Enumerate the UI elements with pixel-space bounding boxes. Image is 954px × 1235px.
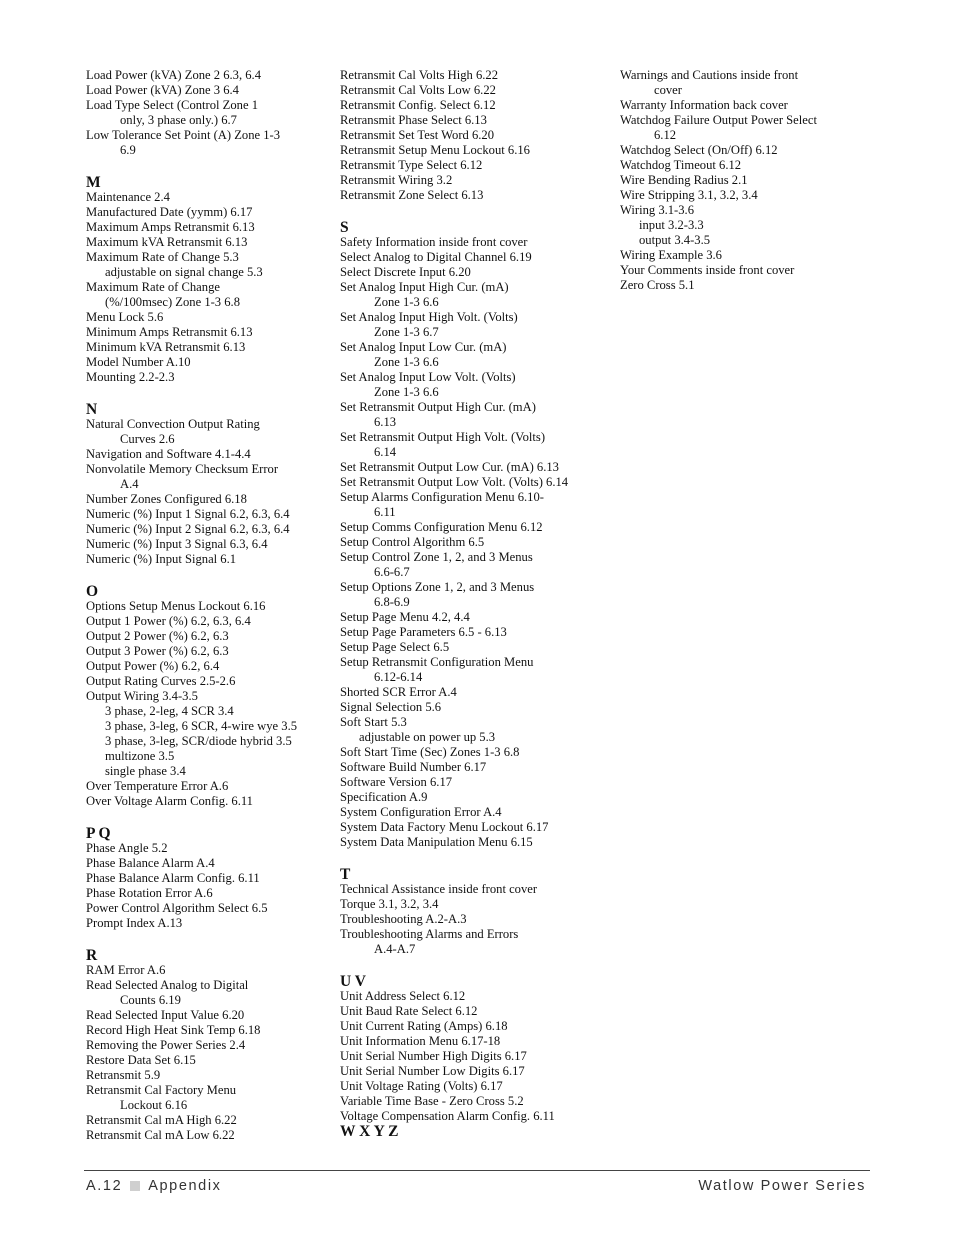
footer-divider [84,1170,870,1171]
index-entry: Select Analog to Digital Channel 6.19 [340,250,532,264]
index-entry: Nonvolatile Memory Checksum Error [86,462,279,476]
index-entry: Load Power (kVA) Zone 3 6.4 [86,83,239,97]
index-entry: Warnings and Cautions inside front [620,68,799,82]
index-entry: Unit Address Select 6.12 [340,989,466,1003]
index-entry: Output 2 Power (%) 6.2, 6.3 [86,629,229,643]
index-entry: Watchdog Failure Output Power Select [620,113,817,127]
index-entry: Your Comments inside front cover [620,263,795,277]
index-entry: Numeric (%) Input 3 Signal 6.3, 6.4 [86,537,268,551]
index-entry: Set Retransmit Output High Cur. (mA) [340,400,536,414]
index-entry: Software Version 6.17 [340,775,453,789]
index-entry: Shorted SCR Error A.4 [340,685,457,699]
index-entry: Counts 6.19 [120,993,181,1007]
section-gap [340,203,610,220]
index-entry: RAM Error A.6 [86,963,166,977]
index-entry: 6.12-6.14 [374,670,423,684]
index-entry: Zero Cross 5.1 [620,278,695,292]
index-entry: Output Wiring 3.4-3.5 [86,689,198,703]
index-entry: Set Analog Input Low Cur. (mA) [340,340,507,354]
index-letter-heading: O [86,583,99,600]
index-entry: Retransmit Cal Volts High 6.22 [340,68,499,82]
index-entry: Select Discrete Input 6.20 [340,265,471,279]
index-entry: Set Retransmit Output High Volt. (Volts) [340,430,546,444]
index-entry: 6.11 [374,505,396,519]
square-bullet-icon [130,1181,140,1191]
index-entry: Technical Assistance inside front cover [340,882,538,896]
index-entry: 3 phase, 2-leg, 4 SCR 3.4 [105,704,234,718]
index-entry: Warranty Information back cover [620,98,788,112]
index-entry: Numeric (%) Input Signal 6.1 [86,552,237,566]
index-entry: Zone 1-3 6.6 [374,385,439,399]
index-entry: multizone 3.5 [105,749,175,763]
index-entry: Record High Heat Sink Temp 6.18 [86,1023,261,1037]
index-entry: Set Analog Input Low Volt. (Volts) [340,370,516,384]
index-entry: Setup Page Menu 4.2, 4.4 [340,610,470,624]
index-entry: Numeric (%) Input 1 Signal 6.2, 6.3, 6.4 [86,507,290,521]
index-entry: Power Control Algorithm Select 6.5 [86,901,268,915]
index-entry: Low Tolerance Set Point (A) Zone 1-3 [86,128,281,142]
footer-page-number: A.12 [86,1178,123,1194]
index-entry: Phase Angle 5.2 [86,841,168,855]
index-entry: A.4-A.7 [374,942,416,956]
index-entry: Minimum Amps Retransmit 6.13 [86,325,253,339]
index-letter-heading: P Q [86,825,111,842]
index-entry: Curves 2.6 [120,432,175,446]
footer-title: Watlow Power Series [698,1178,866,1194]
index-entry: Signal Selection 5.6 [340,700,442,714]
index-entry: Retransmit Cal mA Low 6.22 [86,1128,235,1142]
index-entry: Read Selected Input Value 6.20 [86,1008,245,1022]
index-entry: Unit Information Menu 6.17-18 [340,1034,501,1048]
index-entry: Maximum kVA Retransmit 6.13 [86,235,248,249]
index-entry: Wire Bending Radius 2.1 [620,173,748,187]
index-entry: Unit Voltage Rating (Volts) 6.17 [340,1079,503,1093]
section-gap [86,385,326,402]
index-entry: Set Analog Input High Cur. (mA) [340,280,509,294]
index-entry: Mounting 2.2-2.3 [86,370,175,384]
index-entry: Soft Start 5.3 [340,715,407,729]
index-entry: Zone 1-3 6.7 [374,325,439,339]
index-entry: Maximum Amps Retransmit 6.13 [86,220,255,234]
index-entry: Watchdog Select (On/Off) 6.12 [620,143,778,157]
index-entry: Retransmit Phase Select 6.13 [340,113,487,127]
index-entry: Unit Serial Number Low Digits 6.17 [340,1064,525,1078]
index-entry: Read Selected Analog to Digital [86,978,249,992]
index-entry: Minimum kVA Retransmit 6.13 [86,340,246,354]
index-entry: Maximum Rate of Change [86,280,220,294]
index-entry: 3 phase, 3-leg, 6 SCR, 4-wire wye 3.5 [105,719,298,733]
index-entry: Retransmit 5.9 [86,1068,161,1082]
section-gap [340,850,610,867]
index-entry: single phase 3.4 [105,764,186,778]
index-entry: Variable Time Base - Zero Cross 5.2 [340,1094,524,1108]
index-entry: Output 3 Power (%) 6.2, 6.3 [86,644,229,658]
index-entry: 6.8-6.9 [374,595,410,609]
index-entry: Lockout 6.16 [120,1098,188,1112]
index-entry: Removing the Power Series 2.4 [86,1038,246,1052]
index-entry: Wire Stripping 3.1, 3.2, 3.4 [620,188,758,202]
index-entry: Output Power (%) 6.2, 6.4 [86,659,220,673]
index-entry: Numeric (%) Input 2 Signal 6.2, 6.3, 6.4 [86,522,290,536]
index-entry: Set Analog Input High Volt. (Volts) [340,310,518,324]
index-entry: adjustable on signal change 5.3 [105,265,263,279]
index-entry: Output Rating Curves 2.5-2.6 [86,674,236,688]
index-entry: Safety Information inside front cover [340,235,528,249]
index-entry: Unit Baud Rate Select 6.12 [340,1004,478,1018]
index-entry: A.4 [120,477,139,491]
index-entry: Unit Serial Number High Digits 6.17 [340,1049,527,1063]
index-entry: output 3.4-3.5 [639,233,711,247]
index-entry: Retransmit Config. Select 6.12 [340,98,496,112]
index-entry: Retransmit Zone Select 6.13 [340,188,484,202]
index-entry: adjustable on power up 5.3 [359,730,496,744]
index-entry: (%/100msec) Zone 1-3 6.8 [105,295,240,309]
index-entry: Retransmit Type Select 6.12 [340,158,483,172]
index-letter-heading: R [86,947,98,964]
index-entry: input 3.2-3.3 [639,218,704,232]
index-entry: Retransmit Cal Volts Low 6.22 [340,83,496,97]
index-entry: Unit Current Rating (Amps) 6.18 [340,1019,508,1033]
index-entry: cover [654,83,682,97]
index-entry: Phase Balance Alarm Config. 6.11 [86,871,260,885]
index-entry: Set Retransmit Output Low Cur. (mA) 6.13 [340,460,559,474]
index-entry: Troubleshooting A.2-A.3 [340,912,467,926]
index-entry: Load Type Select (Control Zone 1 [86,98,259,112]
section-gap [86,809,326,826]
index-entry: Voltage Compensation Alarm Config. 6.11 [340,1109,555,1123]
index-entry: Torque 3.1, 3.2, 3.4 [340,897,439,911]
index-entry: Over Voltage Alarm Config. 6.11 [86,794,253,808]
index-entry: Watchdog Timeout 6.12 [620,158,742,172]
index-entry: 3 phase, 3-leg, SCR/diode hybrid 3.5 [105,734,292,748]
index-entry: Retransmit Cal mA High 6.22 [86,1113,237,1127]
index-entry: Setup Control Algorithm 6.5 [340,535,485,549]
index-entry: Setup Comms Configuration Menu 6.12 [340,520,543,534]
index-entry: Setup Options Zone 1, 2, and 3 Menus [340,580,535,594]
index-entry: Troubleshooting Alarms and Errors [340,927,519,941]
index-entry: 6.14 [374,445,397,459]
index-entry: Over Temperature Error A.6 [86,779,229,793]
index-column-2 [340,68,610,1139]
index-entry: Phase Balance Alarm A.4 [86,856,215,870]
index-entry: Retransmit Cal Factory Menu [86,1083,237,1097]
index-entry: Options Setup Menus Lockout 6.16 [86,599,266,613]
index-entry: Navigation and Software 4.1-4.4 [86,447,251,461]
index-entry: Load Power (kVA) Zone 2 6.3, 6.4 [86,68,262,82]
index-entry: Wiring 3.1-3.6 [620,203,694,217]
index-entry: Menu Lock 5.6 [86,310,164,324]
index-entry: Restore Data Set 6.15 [86,1053,196,1067]
index-entry: Setup Alarms Configuration Menu 6.10- [340,490,544,504]
index-letter-heading: M [86,174,101,191]
section-gap [86,158,326,175]
index-entry: Set Retransmit Output Low Volt. (Volts) 6.14 [340,475,569,489]
index-entry: Model Number A.10 [86,355,191,369]
index-entry: Phase Rotation Error A.6 [86,886,213,900]
index-entry: Natural Convection Output Rating [86,417,260,431]
index-entry: Zone 1-3 6.6 [374,295,439,309]
index-entry: Maximum Rate of Change 5.3 [86,250,239,264]
index-entry: Setup Retransmit Configuration Menu [340,655,534,669]
footer-section: Appendix [148,1178,222,1194]
index-entry: System Data Factory Menu Lockout 6.17 [340,820,549,834]
section-gap [86,567,326,584]
index-entry: 6.12 [654,128,677,142]
index-entry: only, 3 phase only.) 6.7 [120,113,237,127]
index-letter-heading: U V [340,973,366,990]
index-letter-heading: S [340,219,349,236]
index-entry: Retransmit Setup Menu Lockout 6.16 [340,143,530,157]
index-entry: Setup Control Zone 1, 2, and 3 Menus [340,550,533,564]
index-entry: 6.13 [374,415,397,429]
index-entry: Specification A.9 [340,790,428,804]
index-entry: Prompt Index A.13 [86,916,183,930]
index-entry: Zone 1-3 6.6 [374,355,439,369]
footer-left [86,1178,222,1194]
index-entry: System Data Manipulation Menu 6.15 [340,835,533,849]
index-entry: System Configuration Error A.4 [340,805,502,819]
index-entry: Output 1 Power (%) 6.2, 6.3, 6.4 [86,614,251,628]
index-entry: Setup Page Select 6.5 [340,640,450,654]
index-entry: Software Build Number 6.17 [340,760,487,774]
index-letter-heading: T [340,866,351,883]
index-entry: Retransmit Wiring 3.2 [340,173,453,187]
index-letter-heading: W X Y Z [340,1123,399,1140]
index-entry: Maintenance 2.4 [86,190,170,204]
index-entry: Setup Page Parameters 6.5 - 6.13 [340,625,507,639]
index-entry: Soft Start Time (Sec) Zones 1-3 6.8 [340,745,520,759]
section-gap [86,931,326,948]
section-gap [340,957,610,974]
index-column-1 [86,68,326,1143]
index-column-3 [620,68,870,293]
index-entry: 6.9 [120,143,136,157]
index-entry: 6.6-6.7 [374,565,410,579]
index-letter-heading: N [86,401,98,418]
index-entry: Wiring Example 3.6 [620,248,722,262]
index-entry: Manufactured Date (yymm) 6.17 [86,205,253,219]
index-entry: Retransmit Set Test Word 6.20 [340,128,495,142]
index-entry: Number Zones Configured 6.18 [86,492,247,506]
